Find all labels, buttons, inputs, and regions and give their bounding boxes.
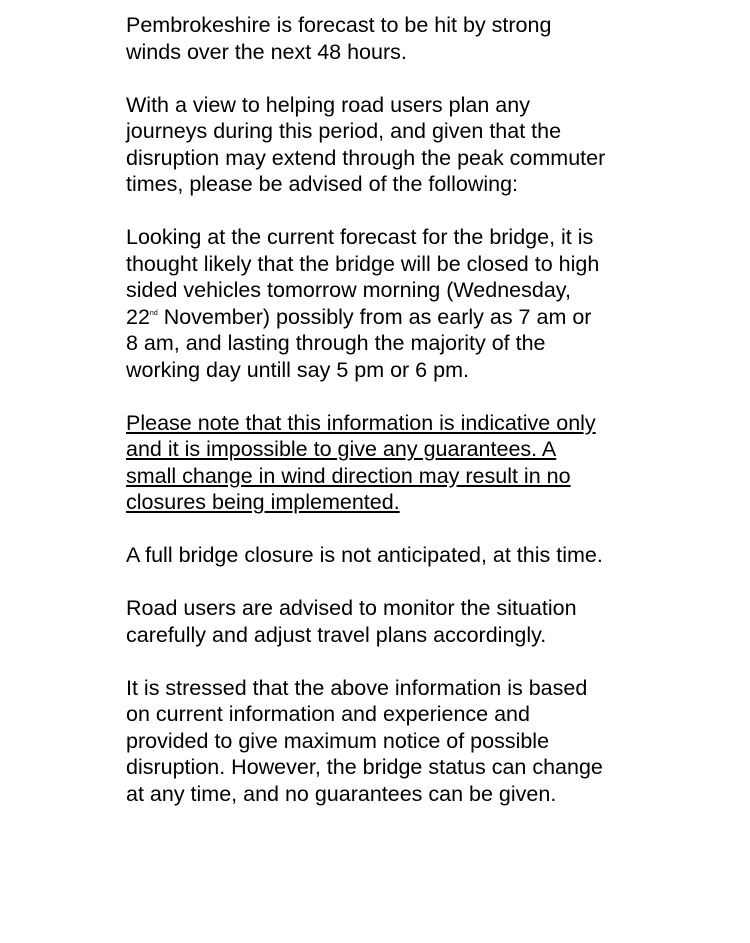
date-ordinal-suffix: nd: [149, 309, 158, 317]
indicative-disclaimer-paragraph: Please note that this information is indicative only and it is impossible to give any guarantees. A small change in wind direction may result in no closures being implemented.: [126, 410, 596, 514]
closure-forecast-text-before-date: Looking at the current forecast for the bridge, it is thought likely that the bridge will be closed to high sided vehicles tomorrow morning (Wednesday, 22: [126, 225, 600, 329]
full-closure-note-paragraph: A full bridge closure is not anticipated, at this time.: [126, 543, 603, 567]
wind-forecast-paragraph: Pembrokeshire is forecast to be hit by strong winds over the next 48 hours.: [126, 13, 552, 64]
closure-forecast-paragraph: [126, 224, 606, 383]
monitor-situation-paragraph: Road users are advised to monitor the situation carefully and adjust travel plans accordingly.: [126, 596, 577, 647]
status-change-warning-paragraph: It is stressed that the above information is based on current information and experience and provided to give maximum notice of possible disruption. However, the bridge status can change at any time, and no guarantees can be given.: [126, 675, 603, 806]
closure-forecast-text-after-date: November) possibly from as early as 7 am or 8 am, and lasting through the majority of the working day untill say 5 pm or 6 pm.: [126, 304, 592, 382]
bridge-advisory-notice: [126, 12, 606, 807]
road-users-advice-intro-paragraph: With a view to helping road users plan any journeys during this period, and given that the disruption may extend through the peak commuter times, please be advised of the following:: [126, 92, 606, 196]
